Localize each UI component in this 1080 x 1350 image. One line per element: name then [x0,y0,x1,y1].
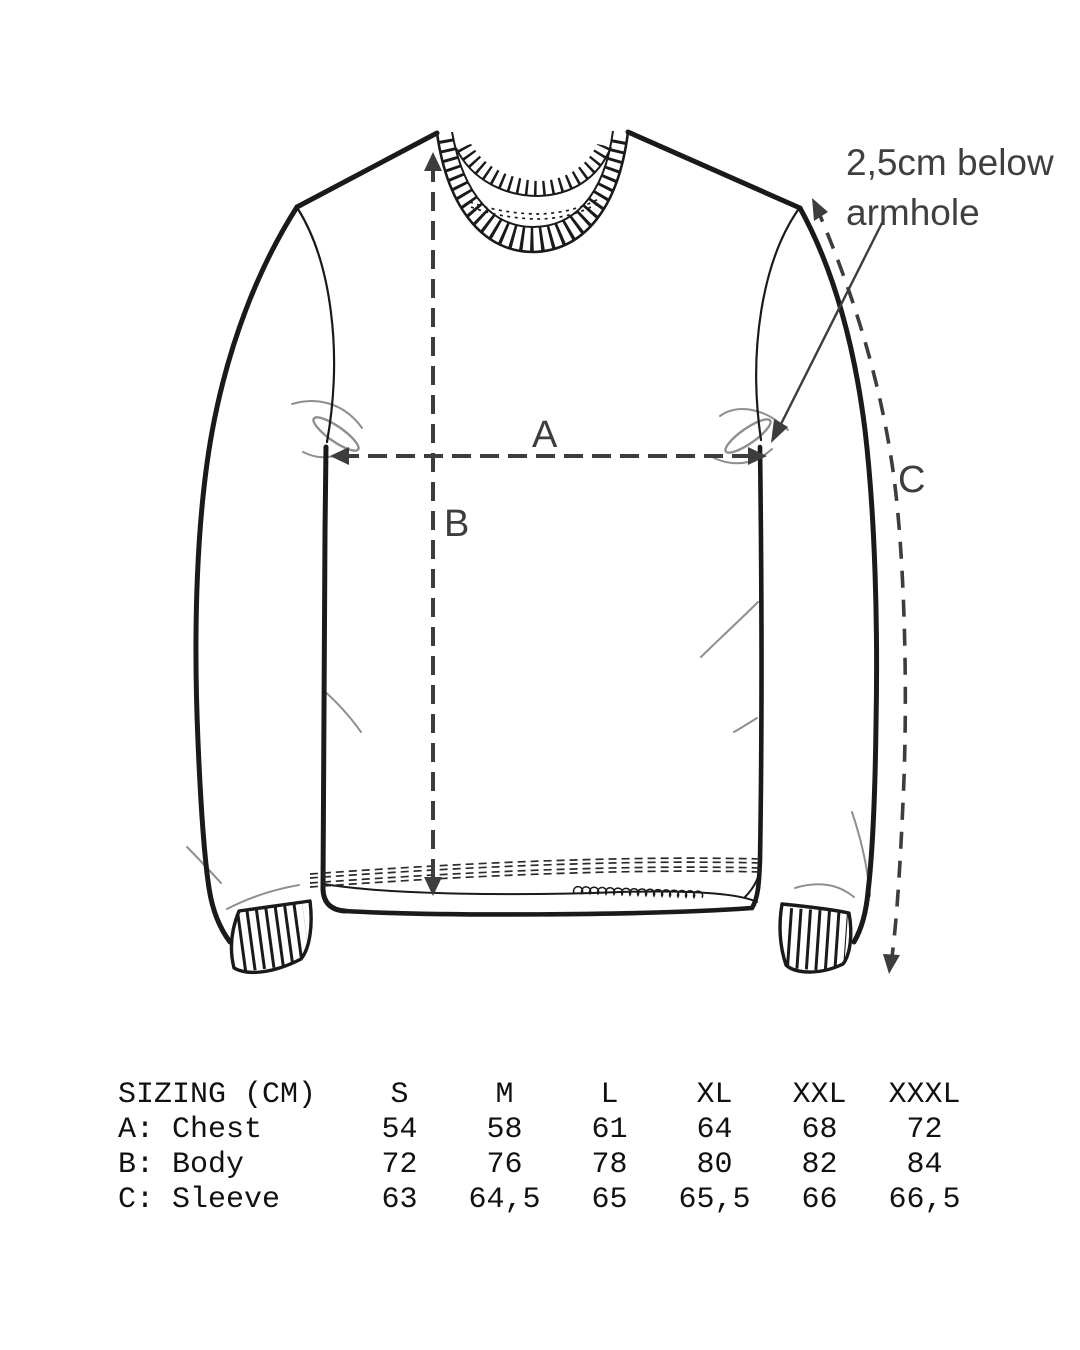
body-value: 84 [906,1148,943,1182]
arrow-a-left [330,447,349,465]
sleeve-value: 65 [591,1183,628,1217]
collar [437,131,628,252]
body-value: 80 [696,1148,733,1182]
arrow-a-right [748,447,767,465]
armhole-annotation-line1: 2,5cm below [846,142,1054,183]
left-raglan-seam [298,209,334,442]
chest-measure-label: A [532,414,558,456]
row-label-chest: A: Chest [118,1113,263,1147]
right-sleeve-outer-edge [800,208,877,942]
chest-value: 61 [591,1113,628,1147]
armhole-annotation-line2: armhole [846,192,980,233]
right-shoulder-line [628,132,800,208]
arrow-b-top [424,152,442,171]
garment-outline [196,132,877,942]
fold-body-right-upper [701,602,758,657]
row-label-body: B: Body [118,1148,245,1182]
left-cuff-rib-hatching [240,932,306,941]
right-raglan-seam [756,210,798,440]
size-column-header: M [495,1078,514,1112]
left-shoulder-line [297,133,437,207]
size-column-header: XXL [792,1078,847,1112]
fold-hem-right [795,884,854,897]
arrow-c-bottom [883,954,900,974]
collar-back-bottom-edge [456,147,611,196]
body-value: 76 [486,1148,523,1182]
body-right-edge [752,447,762,908]
chest-value: 72 [906,1113,943,1147]
sleeve-value: 66 [801,1183,838,1217]
hem-bottom-edge [345,908,752,914]
size-column-header: S [390,1078,409,1112]
fold-body-right-lower [734,718,757,732]
body-measure-label: B [444,503,470,545]
left-cuff [232,901,312,972]
right-cuff [780,904,851,972]
fold-body-left [323,690,361,732]
armhole-pointer-line [776,219,884,434]
body-value: 78 [591,1148,628,1182]
body-left-edge [323,447,345,911]
chest-value: 58 [486,1113,523,1147]
left-sleeve-outer-edge [196,207,297,942]
body-value: 82 [801,1148,838,1182]
sleeve-measure-label: C [898,459,926,501]
sizing-table [118,1078,977,1218]
sleeve-value: 64,5 [468,1183,541,1217]
row-label-sleeve: C: Sleeve [118,1183,281,1217]
chest-value: 68 [801,1113,838,1147]
sleeve-measure-line-c [816,206,905,964]
sleeve-value: 66,5 [888,1183,961,1217]
sleeve-value: 65,5 [678,1183,751,1217]
size-column-header: XL [696,1078,733,1112]
size-column-header: L [600,1078,619,1112]
fold-lines [187,401,870,909]
arrow-armhole-pointer [771,419,788,443]
sizing-table-title: SIZING (CM) [118,1078,317,1112]
chest-value: 54 [381,1113,418,1147]
armhole-annotation [846,138,1054,238]
hem-top-edge [324,884,757,902]
hem-stitching [310,858,762,887]
right-cuff-rib-hatching [788,938,846,942]
measurement-arrowheads [330,152,900,974]
sleeve-value: 63 [381,1183,418,1217]
measurement-lines [340,163,905,964]
body-value: 72 [381,1148,418,1182]
chest-value: 64 [696,1113,733,1147]
size-column-header: XXXL [888,1078,961,1112]
